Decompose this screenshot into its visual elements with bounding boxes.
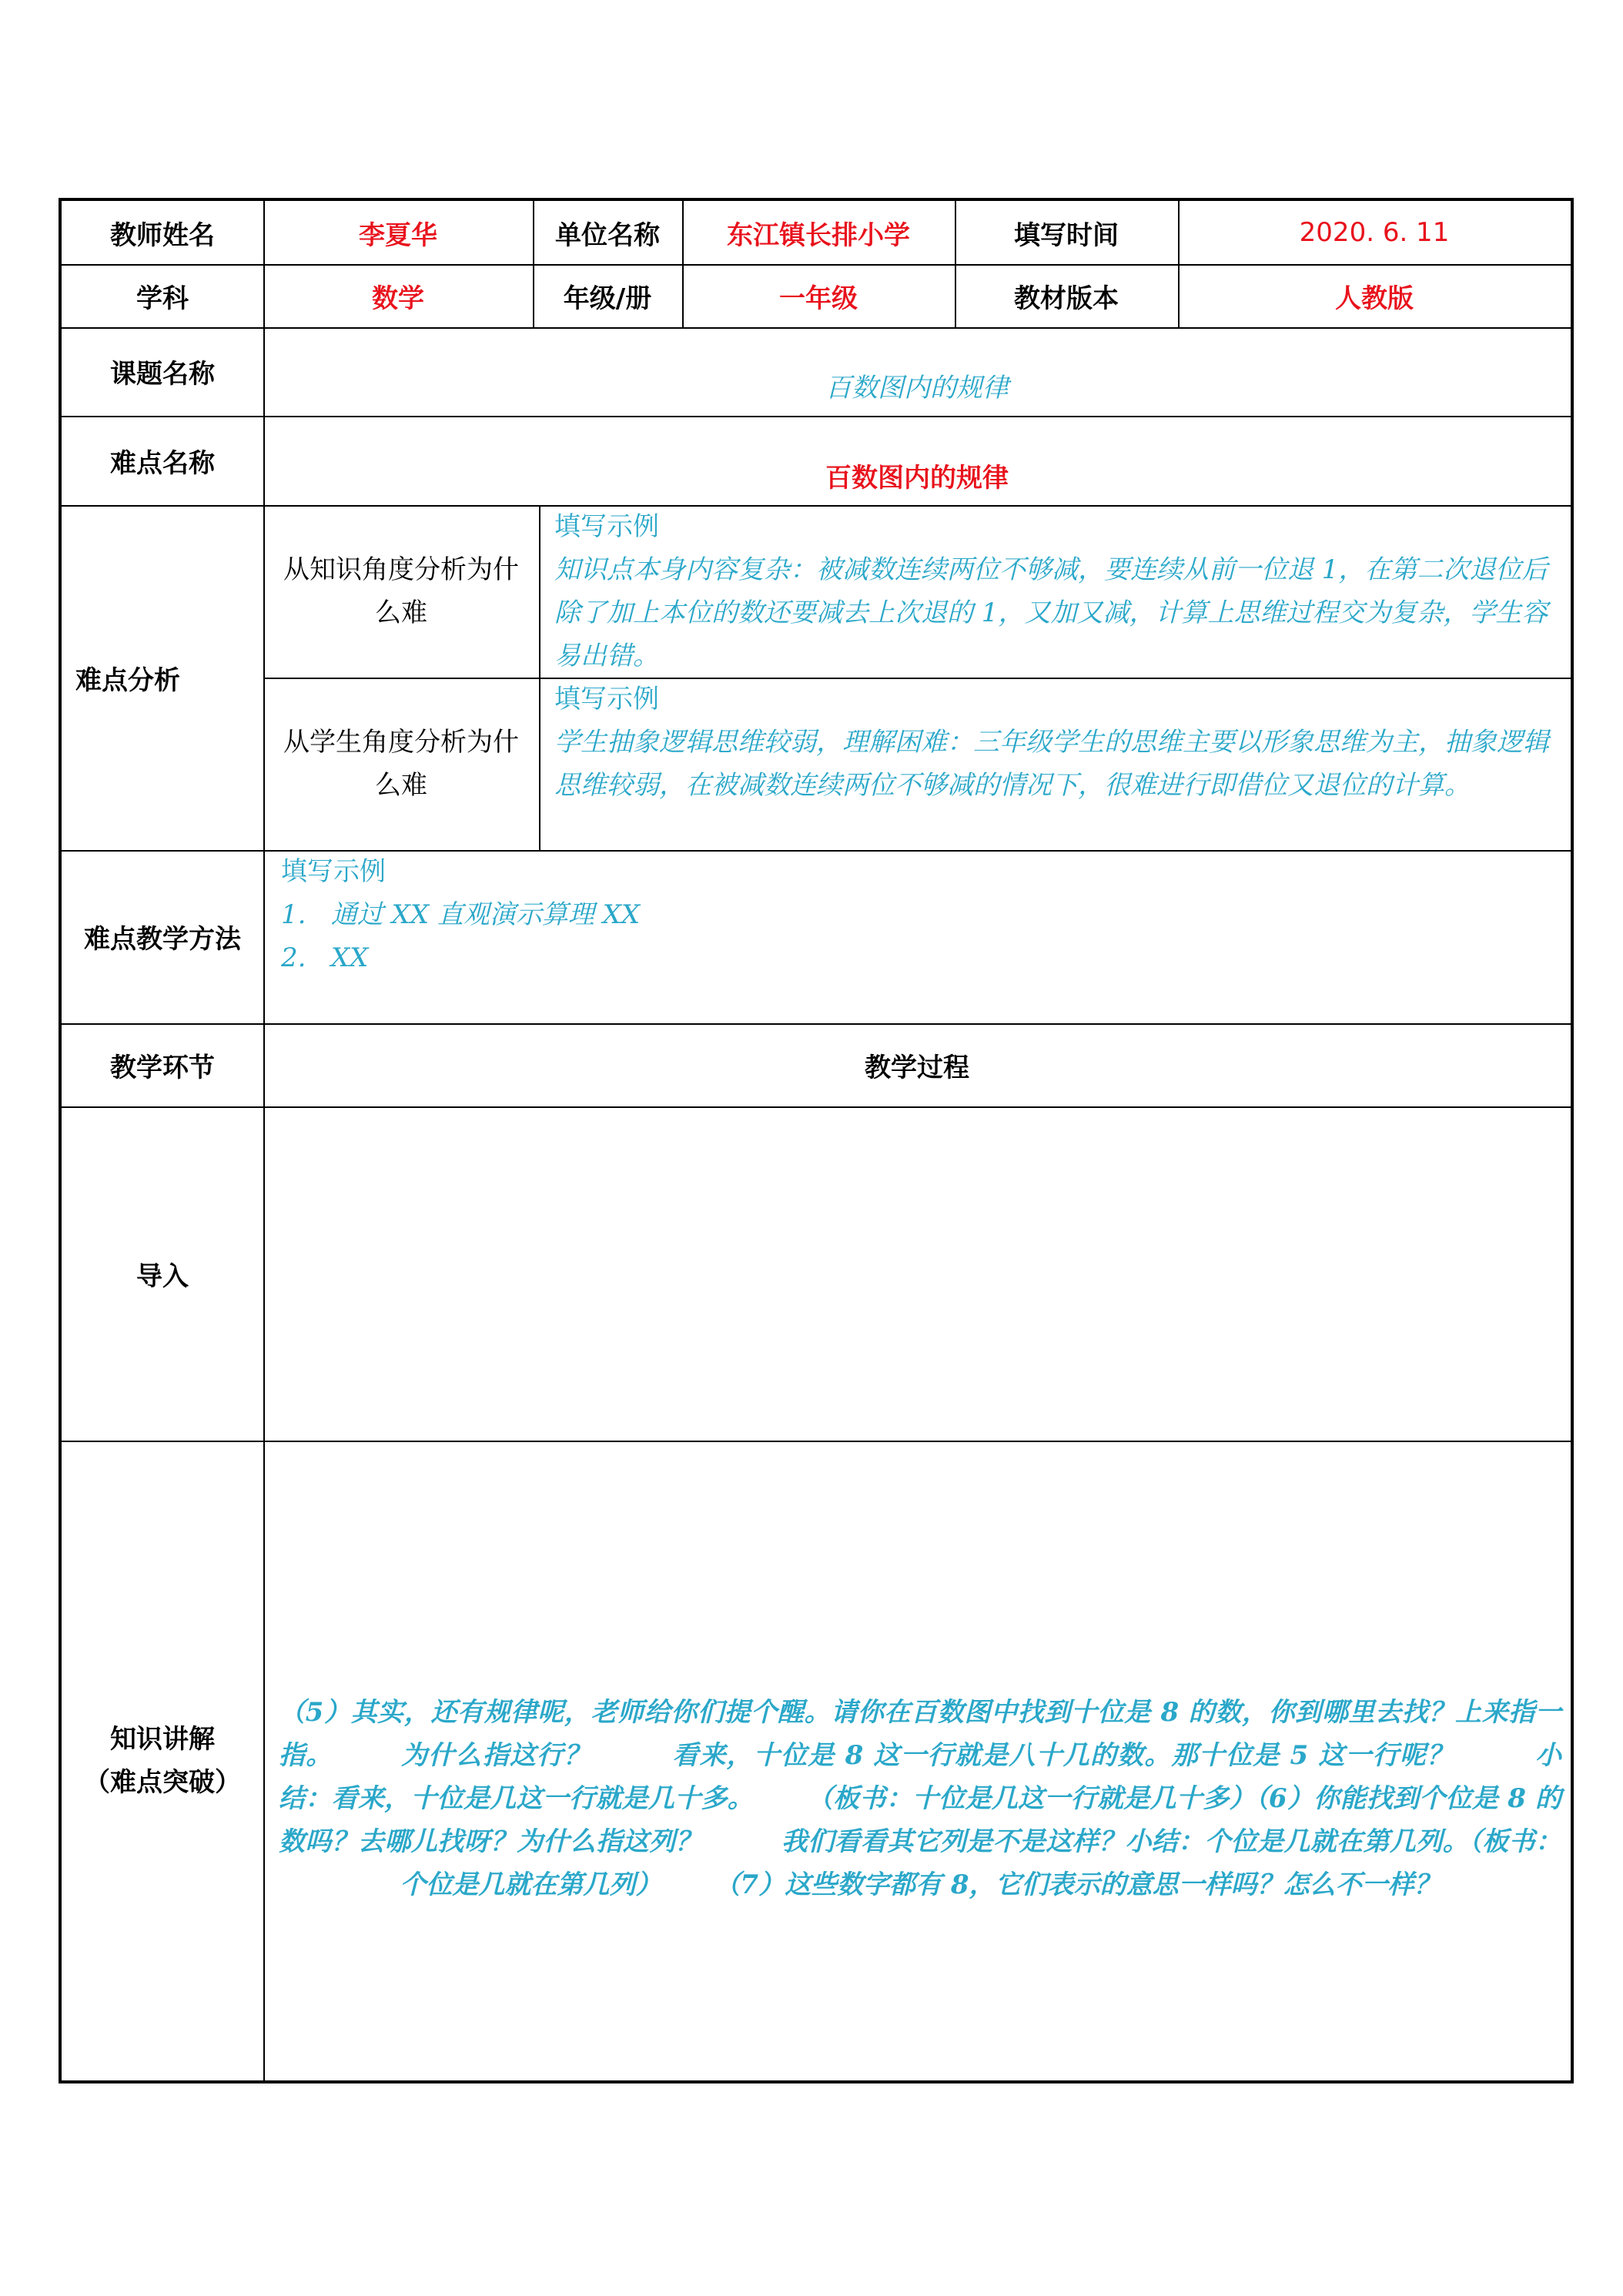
- method-item-1: 1. 通过 XX 直观演示算理 XX: [281, 899, 641, 930]
- unit-value: 东江镇长排小学: [727, 219, 910, 251]
- intro-content: [263, 1106, 1571, 1441]
- subject-value: 数学: [372, 283, 424, 314]
- time-value: 2020. 6. 11: [1299, 217, 1450, 248]
- col-divider: [539, 505, 540, 850]
- method-example-tag: 填写示例: [281, 856, 386, 887]
- method-label: 难点教学方法: [84, 924, 241, 955]
- grade-label: 年级/册: [563, 283, 652, 314]
- subject-label: 学科: [136, 283, 189, 314]
- student-example-tag: 填写示例: [554, 684, 659, 715]
- row-divider: [62, 327, 1571, 329]
- intro-label: 导入: [136, 1260, 189, 1292]
- edition-value: 人教版: [1335, 283, 1414, 314]
- method-content: [281, 850, 1559, 979]
- explain-label-line2: （难点突破）: [84, 1766, 241, 1798]
- stage-header: 教学环节: [110, 1052, 215, 1083]
- difficulty-value: 百数图内的规律: [825, 463, 1009, 494]
- teacher-label: 教师姓名: [110, 219, 215, 251]
- edition-label: 教材版本: [1014, 283, 1119, 314]
- teacher-value: 李夏华: [359, 219, 437, 251]
- analysis-label: 难点分析: [75, 664, 180, 696]
- unit-label: 单位名称: [555, 219, 660, 251]
- student-label: 从学生角度分析为什么难: [283, 727, 519, 801]
- explain-content: （5）其实，还有规律呢，老师给你们提个醒。请你在百数图中找到十位是 8 的数，你到哪里去找？上来指一指。 为什么指这行？ 看来，十位是 8 这一行就是八十几的数。那十位是 5 这一行呢？ 小结：看来，十位是几这一行就是几十多。 （板书：十位是几这一行就是几十多）（6）你能找到个位是 8 的数吗？去哪儿找呀？为什么指这列？ 我们看看其它列是不是这样？小结：个位是几就在第几列。（板书：个位是几就在第几列） （7）这些数字都有 8，它们表示的意思一样吗？怎么不一样？: [279, 1697, 1561, 1900]
- time-label: 填写时间: [1014, 219, 1119, 251]
- knowledge-text: 知识点本身内容复杂：被减数连续两位不够减，要连续从前一位退 1，在第二次退位后除了加上本位的数还要减去上次退的 1，又加又减，计算上思维过程交为复杂，学生容易出错。: [554, 554, 1548, 671]
- topic-label: 课题名称: [110, 359, 215, 390]
- difficulty-label: 难点名称: [110, 447, 215, 479]
- explain-label-line1: 知识讲解: [110, 1723, 215, 1755]
- student-text: 学生抽象逻辑思维较弱，理解困难：三年级学生的思维主要以形象思维为主，抽象逻辑思维较弱，在被减数连续两位不够减的情况下，很难进行即借位又退位的计算。: [554, 727, 1549, 801]
- method-item-2: 2. XX: [281, 942, 369, 973]
- row-divider: [62, 416, 1571, 417]
- knowledge-example-tag: 填写示例: [554, 511, 659, 542]
- topic-value: 百数图内的规律: [825, 373, 1009, 403]
- knowledge-analysis: [554, 505, 1563, 678]
- lesson-plan-table: [59, 198, 1574, 2083]
- process-header: 教学过程: [865, 1052, 969, 1083]
- student-analysis: [554, 678, 1563, 807]
- explain-label: [62, 1441, 263, 2080]
- grade-value: 一年级: [779, 283, 858, 314]
- knowledge-label: 从知识角度分析为什么难: [283, 554, 519, 628]
- row-divider: [62, 1441, 1571, 1442]
